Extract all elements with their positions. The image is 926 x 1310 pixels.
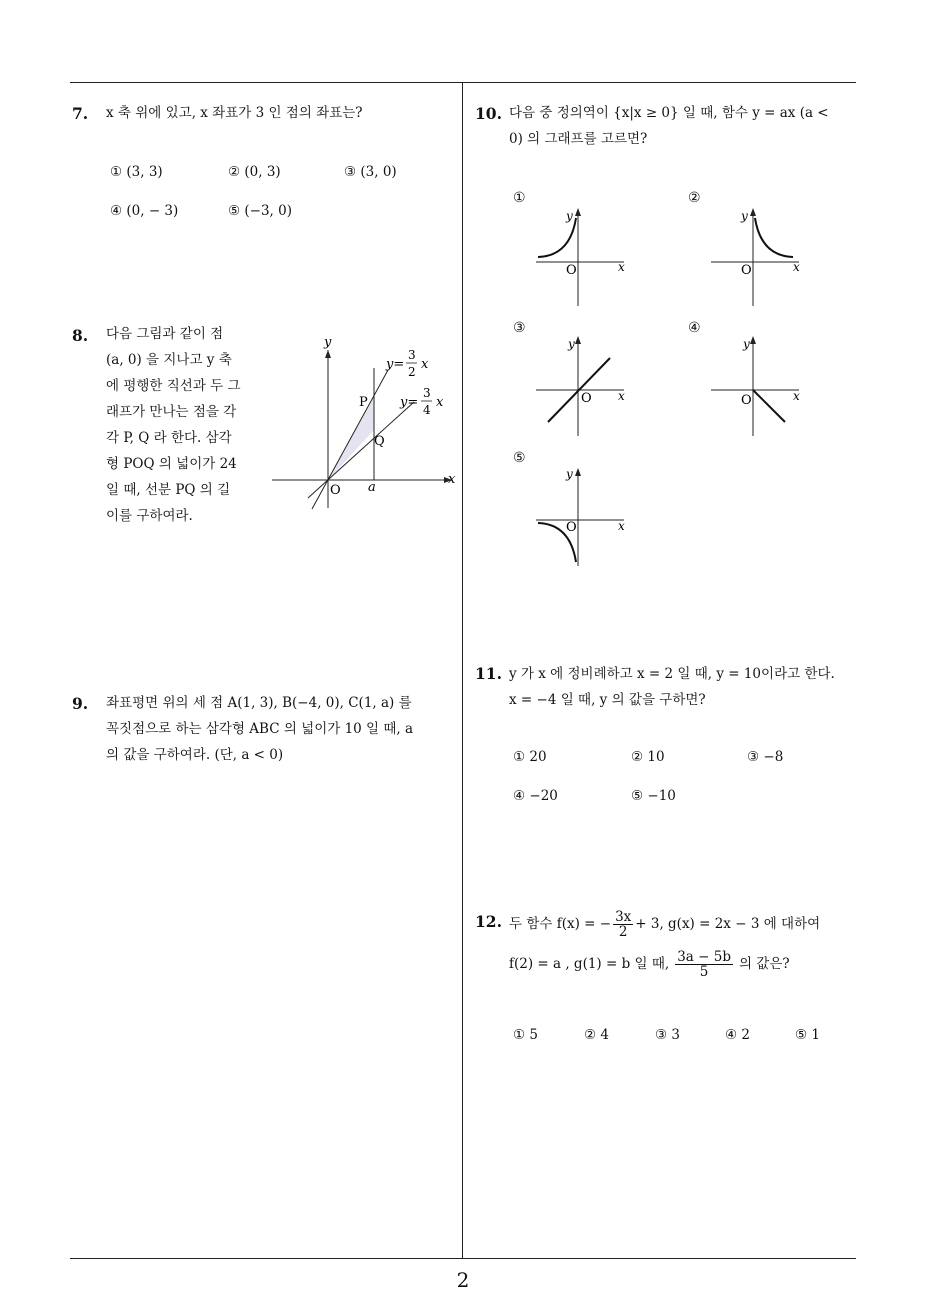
curve: [755, 218, 793, 257]
option-4[interactable]: ④ 2: [725, 1027, 750, 1043]
option-3[interactable]: ③ 3: [655, 1027, 680, 1043]
eq2-lhs: y=: [400, 395, 419, 410]
x-label: x: [618, 260, 625, 274]
y-label: y: [566, 209, 573, 223]
question-text-line: 다음 중 정의역이 {x|x ≥ 0} 일 때, 함수 y = ax (a <: [509, 105, 829, 121]
graph-2[interactable]: [705, 204, 805, 308]
question-text-line: 의 값을 구하여라. (단, a < 0): [106, 747, 284, 763]
graph-5-label[interactable]: ⑤: [513, 450, 526, 466]
option-5[interactable]: ⑤ (−3, 0): [228, 203, 292, 219]
x-axis-label: x: [448, 472, 456, 487]
option-1[interactable]: ① 5: [513, 1027, 538, 1043]
y-axis-arrow: [575, 468, 581, 476]
eq1-lhs: y=: [386, 357, 405, 372]
origin-label: O: [566, 520, 577, 535]
option-4[interactable]: ④ (0, − 3): [110, 203, 179, 219]
option-5[interactable]: ⑤ −10: [631, 788, 676, 804]
y-axis-arrow: [750, 208, 756, 216]
question-text-line: 에 평행한 직선과 두 그: [106, 378, 241, 394]
line: [753, 390, 785, 422]
question-text-line: 다음 그림과 같이 점: [106, 326, 224, 342]
origin-label: O: [330, 483, 341, 498]
y-label: y: [741, 209, 748, 223]
question-text-line: x = −4 일 때, y 의 값을 구하면?: [509, 692, 706, 708]
bottom-rule: [70, 1258, 856, 1259]
fraction-denominator: 5: [699, 964, 709, 981]
y-axis-arrow: [750, 336, 756, 344]
y-axis-label: y: [324, 335, 332, 350]
origin-label: O: [741, 263, 752, 278]
eq1-num: 3: [408, 348, 416, 362]
line2-part-b: 의 값은?: [738, 956, 790, 973]
a-label: a: [368, 480, 376, 495]
x-label: x: [793, 260, 800, 274]
question-number: 9.: [72, 694, 89, 713]
option-4[interactable]: ④ −20: [513, 788, 558, 804]
question-number: 10.: [475, 104, 502, 123]
graph-3-label[interactable]: ③: [513, 320, 526, 336]
question-text-line: 좌표평면 위의 세 점 A(1, 3), B(−4, 0), C(1, a) 를: [106, 695, 412, 711]
question-text-line: y 가 x 에 정비례하고 x = 2 일 때, y = 10이라고 한다.: [509, 666, 835, 682]
y-axis-arrow: [575, 208, 581, 216]
eq2-var: x: [436, 395, 444, 410]
option-3[interactable]: ③ (3, 0): [344, 164, 397, 180]
option-1[interactable]: ① 20: [513, 749, 547, 765]
curve: [538, 218, 576, 257]
y-label: y: [566, 467, 573, 481]
graph-2-label[interactable]: ②: [688, 190, 701, 206]
fraction-denominator: 2: [618, 924, 628, 941]
graph-3[interactable]: [530, 334, 630, 438]
graph-1-label[interactable]: ①: [513, 190, 526, 206]
question-text: x 축 위에 있고, x 좌표가 3 인 점의 좌표는?: [106, 105, 363, 121]
fraction-expression: [675, 950, 733, 979]
graph-4[interactable]: [705, 334, 805, 438]
eq2-den: 4: [423, 403, 431, 417]
question-line-1: [509, 910, 820, 939]
eq2-num: 3: [423, 386, 431, 400]
fraction-numerator: 3a − 5b: [677, 949, 731, 965]
question-line-2: [509, 950, 790, 979]
question-text-line: (a, 0) 을 지나고 y 축: [106, 352, 232, 368]
top-rule: [70, 82, 856, 83]
column-divider: [462, 82, 463, 1259]
line1-part-b: + 3, g(x) = 2x − 3 에 대하여: [635, 916, 821, 933]
question-text-line: 래프가 만나는 점을 각: [106, 404, 237, 420]
origin-label: O: [741, 393, 752, 408]
fraction-numerator: 3x: [615, 909, 632, 925]
x-label: x: [618, 389, 625, 403]
y-axis-arrow: [575, 336, 581, 344]
question-text-line: 형 POQ 의 넓이가 24: [106, 456, 237, 472]
line1-part-a: 두 함수 f(x) = −: [509, 916, 612, 933]
question-number: 7.: [72, 104, 89, 123]
option-2[interactable]: ② 4: [584, 1027, 609, 1043]
option-3[interactable]: ③ −8: [747, 749, 784, 765]
question-text-line: 꼭짓점으로 하는 삼각형 ABC 의 넓이가 10 일 때, a: [106, 721, 414, 737]
option-2[interactable]: ② 10: [631, 749, 665, 765]
eq1-var: x: [421, 357, 429, 372]
y-axis-arrow: [325, 350, 331, 358]
x-label: x: [793, 389, 800, 403]
question-text-line: 이를 구하여라.: [106, 508, 193, 524]
question-text-line: 각 P, Q 라 한다. 삼각: [106, 430, 232, 446]
question-text-line: 일 때, 선분 PQ 의 길: [106, 482, 231, 498]
question-number: 12.: [475, 912, 502, 931]
point-p-label: P: [359, 395, 368, 410]
eq1-den: 2: [408, 365, 416, 379]
fraction-3x-over-2: [613, 910, 633, 939]
graph-5[interactable]: [530, 464, 630, 568]
q8-figure: [266, 330, 466, 520]
line2-part-a: f(2) = a , g(1) = b 일 때,: [509, 956, 670, 973]
line-y-3-4x: [308, 402, 414, 498]
origin-label: O: [566, 263, 577, 278]
option-2[interactable]: ② (0, 3): [228, 164, 281, 180]
point-q-label: Q: [374, 434, 385, 449]
origin-label: O: [581, 391, 592, 406]
question-text-line: 0) 의 그래프를 고르면?: [509, 131, 648, 147]
question-number: 11.: [475, 664, 502, 683]
graph-1[interactable]: [530, 204, 630, 308]
option-1[interactable]: ① (3, 3): [110, 164, 163, 180]
page-number: 2: [456, 1268, 470, 1292]
y-label: y: [568, 337, 575, 351]
x-label: x: [618, 519, 625, 533]
question-number: 8.: [72, 326, 89, 345]
graph-4-label[interactable]: ④: [688, 320, 701, 336]
y-label: y: [743, 337, 750, 351]
option-5[interactable]: ⑤ 1: [795, 1027, 820, 1043]
